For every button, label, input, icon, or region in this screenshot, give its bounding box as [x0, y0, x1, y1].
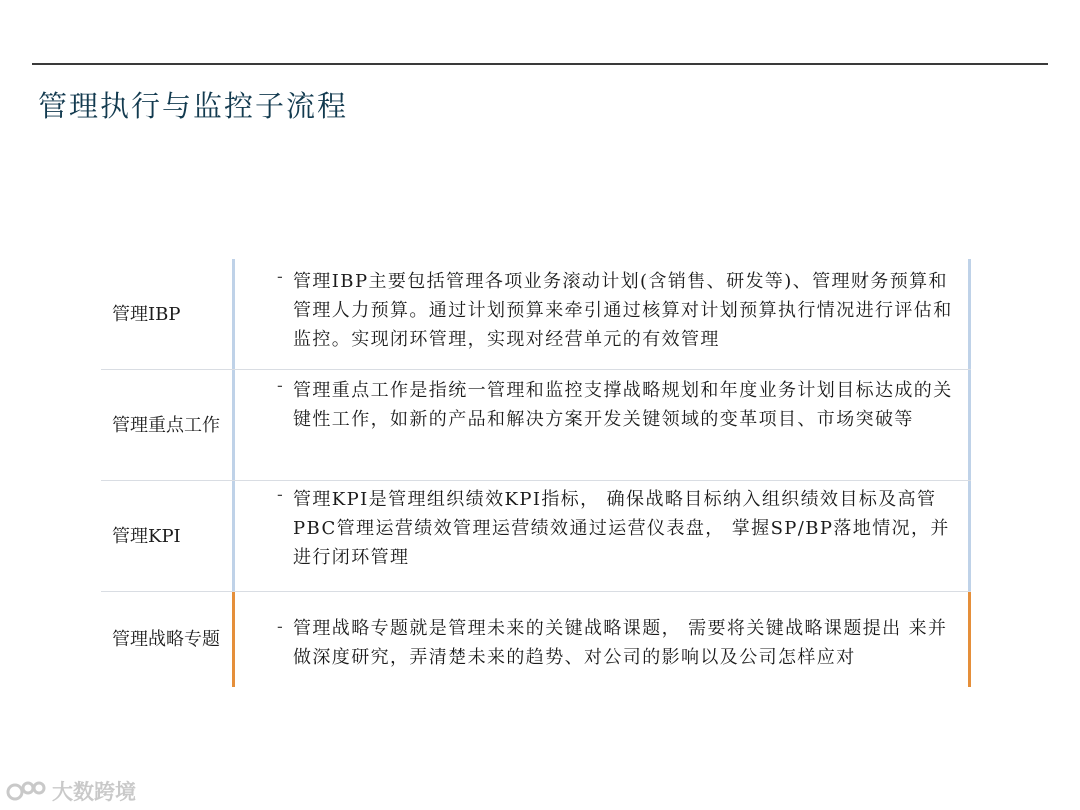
row-label: 管理KPI — [112, 525, 181, 547]
brand-logo-icon — [6, 778, 46, 804]
row-content: 管理KPI是管理组织绩效KPI指标， 确保战略目标纳入组织绩效目标及高管PBC管理运营绩效管理运营绩效通过运营仪表盘， 掌握SP/BP落地情况，并进行闭环管理 — [293, 489, 950, 568]
top-rule — [32, 63, 1048, 65]
row-content: 管理IBP主要包括管理各项业务滚动计划(含销售、研发等)、管理财务预算和管理人力预算。通过计划预算来牵引通过核算对计划预算执行情况进行评估和监控。实现闭环管理，实现对经营单元的有效管理 — [293, 271, 953, 350]
process-table — [101, 259, 971, 687]
bullet-dash: - — [277, 617, 283, 637]
row-content-cell — [238, 370, 971, 480]
table-row — [101, 481, 971, 591]
row-label-cell — [101, 259, 235, 369]
bullet-dash: - — [277, 267, 283, 287]
bullet-dash: - — [277, 376, 283, 396]
row-label: 管理IBP — [112, 303, 181, 325]
row-label-cell — [101, 592, 235, 687]
row-content: 管理战略专题就是管理未来的关键战略课题， 需要将关键战略课题提出 来并做深度研究，弄清楚未来的趋势、对公司的影响以及公司怎样应对 — [293, 618, 948, 668]
row-label-cell — [101, 481, 235, 591]
bullet-dash: - — [277, 485, 283, 505]
table-row — [101, 592, 971, 687]
row-label: 管理重点工作 — [112, 414, 220, 436]
row-content-cell — [238, 592, 971, 687]
row-content-cell — [238, 481, 971, 591]
watermark — [6, 776, 136, 806]
table-row — [101, 370, 971, 480]
row-label: 管理战略专题 — [112, 629, 220, 650]
watermark-text: 大数跨境 — [52, 780, 136, 804]
row-label-cell — [101, 370, 235, 480]
page-title: 管理执行与监控子流程 — [38, 89, 349, 123]
table-row — [101, 259, 971, 369]
row-content-cell — [238, 259, 971, 369]
row-content: 管理重点工作是指统一管理和监控支撑战略规划和年度业务计划目标达成的关键性工作，如新的产品和解决方案开发关键领域的变革项目、市场突破等 — [293, 380, 953, 430]
